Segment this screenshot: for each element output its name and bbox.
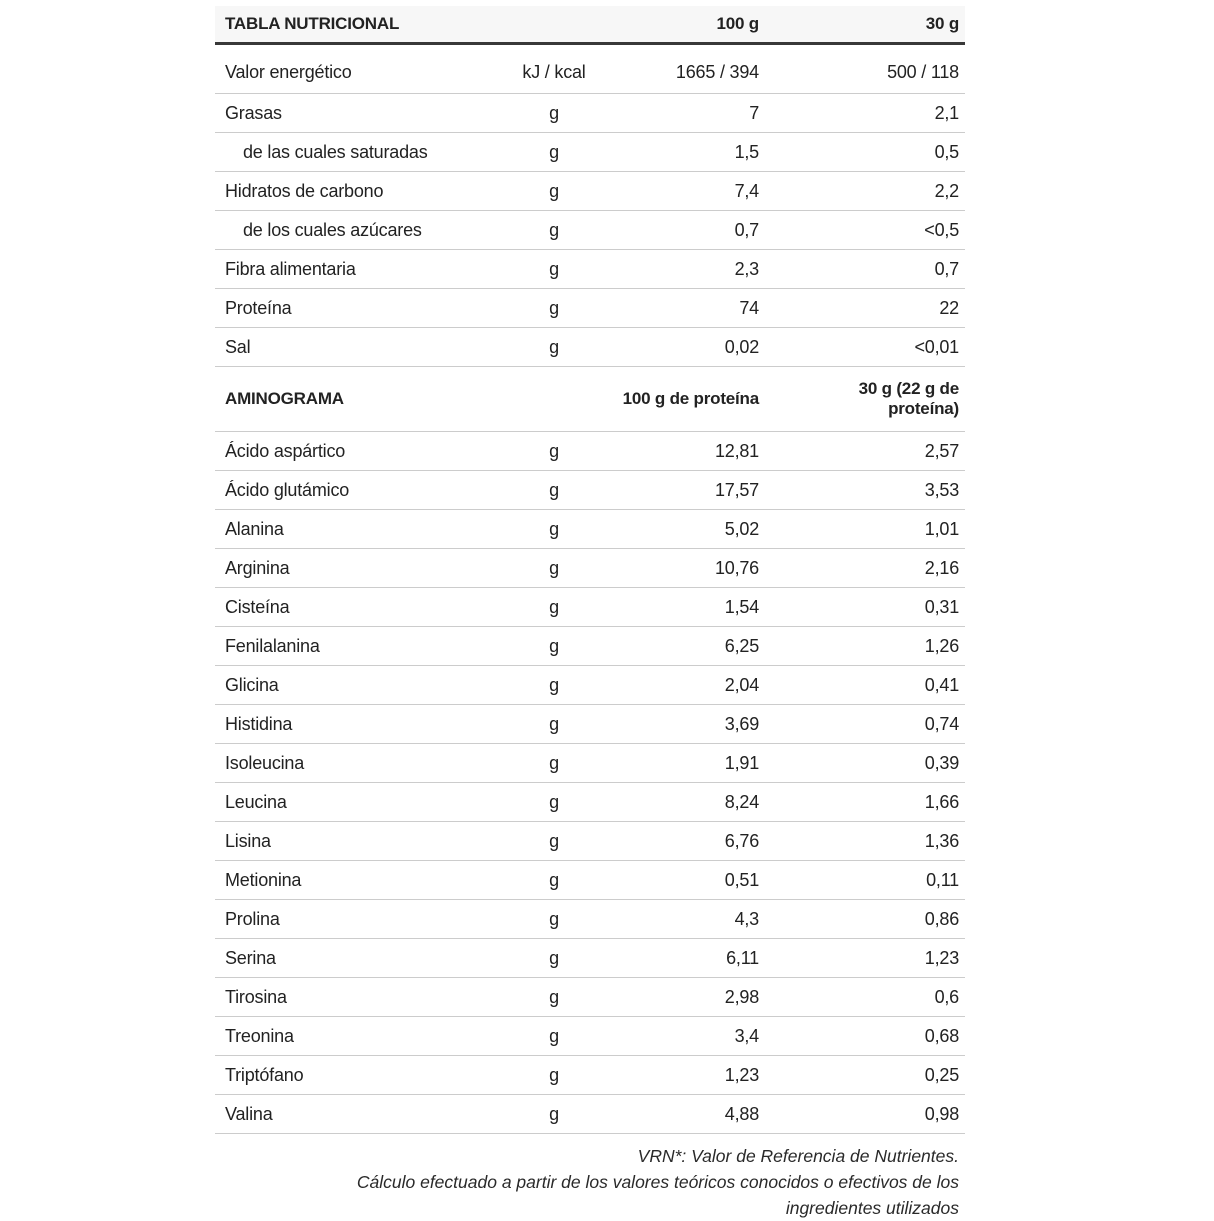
value-per-100g: 2,04 [724,675,759,695]
nutrient-label: Alanina [225,519,284,539]
value-per-100g: 17,57 [714,480,759,500]
value-per-30g: 1,66 [924,792,959,812]
nutrient-label: Ácido glutámico [225,480,350,500]
unit-label: g [549,831,559,851]
table-row [215,861,965,900]
value-per-100g: 2,3 [734,259,759,279]
value-per-30g: 0,11 [926,870,959,890]
value-per-100g: 6,76 [724,831,759,851]
footnote [215,1143,965,1221]
value-per-30g: 0,98 [924,1104,959,1124]
value-per-100g: 1,91 [724,753,759,773]
aminogram-header-30g: 30 g (22 g de proteína) [858,379,959,418]
nutrient-label: Fibra alimentaria [225,259,356,279]
aminogram-rows [215,432,965,1134]
unit-label: g [549,441,559,461]
nutrient-label: Proteína [225,298,292,318]
nutrient-label: Serina [225,948,276,968]
value-per-100g: 3,69 [724,714,759,734]
table-row [215,744,965,783]
value-per-30g: 1,23 [924,948,959,968]
value-per-30g: 0,68 [924,1026,959,1046]
nutrient-label: Hidratos de carbono [225,181,384,201]
nutrient-label: Isoleucina [225,753,305,773]
value-per-30g: 0,74 [924,714,959,734]
unit-label: g [549,142,559,162]
unit-label: g [549,259,559,279]
nutrient-label: Triptófano [225,1065,304,1085]
value-per-100g: 0,51 [724,870,759,890]
value-per-100g: 0,7 [734,220,759,240]
value-per-30g: 0,39 [924,753,959,773]
table-row [215,1017,965,1056]
value-per-100g: 7 [749,103,759,123]
nutrition-label [215,6,965,1221]
unit-label: g [549,181,559,201]
nutrient-label: Valina [225,1104,273,1124]
nutrient-label: Glicina [225,675,279,695]
nutrient-label: Prolina [225,909,280,929]
unit-label: g [549,558,559,578]
unit-label: g [549,753,559,773]
footnote-line-2: Cálculo efectuado a partir de los valores teóricos conocidos o efectivos de los ingredientes utilizados [356,1172,959,1218]
unit-label: g [549,480,559,500]
unit-label: g [549,220,559,240]
value-per-30g: 0,25 [924,1065,959,1085]
table-row [215,978,965,1017]
value-per-30g: <0,01 [914,337,959,357]
table-row [215,432,965,471]
nutrient-label: Metionina [225,870,302,890]
table-row [215,289,965,328]
nutrient-label: de los cuales azúcares [243,220,422,240]
value-per-30g: 2,2 [934,181,959,201]
table-row [215,1056,965,1095]
value-per-100g: 1665 / 394 [675,62,759,82]
nutrient-label: Sal [225,337,251,357]
aminogram-title: AMINOGRAMA [225,389,344,408]
nutrition-rows [215,45,965,367]
unit-label: g [549,597,559,617]
table-header [215,6,965,45]
value-per-100g: 3,4 [734,1026,759,1046]
table-row [215,900,965,939]
value-per-100g: 6,11 [726,948,759,968]
value-per-100g: 0,02 [724,337,759,357]
unit-label: g [549,519,559,539]
value-per-30g: 0,5 [934,142,959,162]
table-row [215,45,965,94]
value-per-30g: <0,5 [924,220,959,240]
table-row [215,328,965,367]
unit-label: g [549,948,559,968]
nutrient-label: Histidina [225,714,293,734]
footnote-line-1: VRN*: Valor de Referencia de Nutrientes. [637,1146,959,1166]
value-per-100g: 1,5 [734,142,759,162]
nutrient-label: Tirosina [225,987,287,1007]
unit-label: g [549,792,559,812]
nutrient-label: Cisteína [225,597,290,617]
aminogram-header [215,367,965,432]
table-row [215,822,965,861]
table-row [215,471,965,510]
unit-label: g [549,987,559,1007]
table-row [215,939,965,978]
table-row [215,588,965,627]
value-per-30g: 2,57 [924,441,959,461]
value-per-100g: 5,02 [724,519,759,539]
table-row [215,211,965,250]
value-per-30g: 0,7 [934,259,959,279]
table-row [215,666,965,705]
aminogram-header-100g: 100 g de proteína [622,389,759,408]
unit-label: kJ / kcal [522,62,586,82]
unit-label: g [549,103,559,123]
table-title: TABLA NUTRICIONAL [225,14,400,33]
value-per-30g: 1,26 [924,636,959,656]
value-per-100g: 4,88 [724,1104,759,1124]
unit-label: g [549,636,559,656]
unit-label: g [549,1104,559,1124]
nutrient-label: Grasas [225,103,282,123]
value-per-100g: 8,24 [724,792,759,812]
value-per-100g: 12,81 [714,441,759,461]
nutrient-label: Lisina [225,831,271,851]
unit-label: g [549,337,559,357]
value-per-100g: 6,25 [724,636,759,656]
nutrient-label: de las cuales saturadas [243,142,428,162]
value-per-30g: 0,41 [924,675,959,695]
table-row [215,1095,965,1134]
value-per-100g: 74 [739,298,759,318]
value-per-30g: 1,36 [924,831,959,851]
table-row [215,94,965,133]
value-per-30g: 0,6 [934,987,959,1007]
table-row [215,549,965,588]
table-row [215,172,965,211]
unit-label: g [549,298,559,318]
unit-label: g [549,1065,559,1085]
value-per-30g: 2,16 [924,558,959,578]
value-per-30g: 2,1 [934,103,959,123]
table-row [215,133,965,172]
column-header-100g: 100 g [716,14,759,33]
nutrient-label: Treonina [225,1026,294,1046]
table-row [215,627,965,666]
value-per-100g: 1,23 [724,1065,759,1085]
value-per-30g: 500 / 118 [887,62,959,82]
unit-label: g [549,909,559,929]
nutrient-label: Valor energético [225,62,352,82]
unit-label: g [549,1026,559,1046]
table-row [215,510,965,549]
value-per-30g: 3,53 [924,480,959,500]
value-per-100g: 4,3 [734,909,759,929]
table-row [215,783,965,822]
unit-label: g [549,870,559,890]
column-header-30g: 30 g [925,14,959,33]
unit-label: g [549,675,559,695]
nutrient-label: Ácido aspártico [225,441,346,461]
nutrient-label: Fenilalanina [225,636,320,656]
value-per-100g: 7,4 [734,181,759,201]
unit-label: g [549,714,559,734]
value-per-30g: 22 [939,298,959,318]
table-row [215,250,965,289]
nutrient-label: Arginina [225,558,290,578]
value-per-30g: 0,31 [924,597,959,617]
table-row [215,705,965,744]
value-per-100g: 1,54 [724,597,759,617]
value-per-100g: 2,98 [724,987,759,1007]
value-per-30g: 1,01 [924,519,959,539]
value-per-30g: 0,86 [924,909,959,929]
value-per-100g: 10,76 [714,558,759,578]
nutrient-label: Leucina [225,792,287,812]
